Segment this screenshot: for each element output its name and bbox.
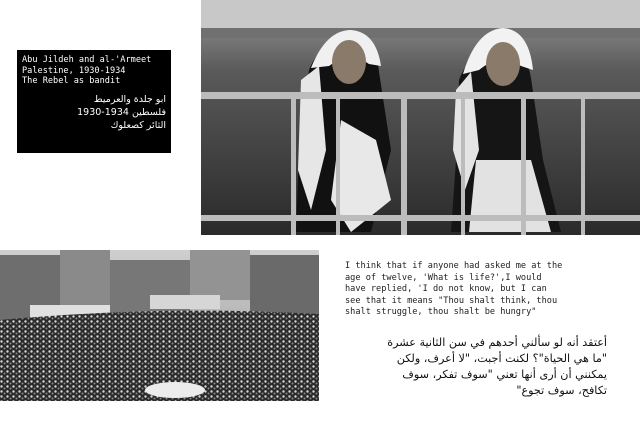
caption-english-line: Palestine, 1930-1934 <box>22 65 126 76</box>
caption-arabic-line: ابو جلدة والعرميط <box>93 93 166 105</box>
quote-english-line: age of twelve, 'What is life?',I would <box>345 272 542 283</box>
caption-english <box>22 55 166 87</box>
quote-arabic-line: يمكنني أن أرى أنها تعني "سوف تفكر، سوف <box>402 368 607 381</box>
quote-arabic <box>343 335 607 399</box>
caption-arabic-line: الثائر كصعلوك <box>110 119 166 131</box>
quote-english-line: I think that if anyone had asked me at the <box>345 261 563 271</box>
quote-arabic-line: أعتقد أنه لو سألني أحدهم في سن الثانية عشرة <box>387 336 607 349</box>
caption-box <box>17 50 171 153</box>
quote-english-line: shalt struggle, thou shalt be hungry" <box>345 307 537 317</box>
caption-arabic-line: فلسطين 1934-1930 <box>77 106 166 118</box>
quote-arabic-line: تكافح، سوف تجوع" <box>516 384 607 397</box>
photo-prisoners-illustration <box>201 0 640 235</box>
quote-english-line: have replied, 'I do not know, but I can <box>345 284 547 294</box>
photo-crowd-illustration <box>0 250 319 401</box>
quote-english <box>345 261 607 319</box>
photo-crowd <box>0 250 319 401</box>
caption-english-line: Abu Jildeh and al-'Armeet <box>22 55 152 65</box>
photo-prisoners <box>201 0 640 235</box>
quote-english-line: see that it means "Thou shalt think, thou <box>345 295 558 306</box>
quote-arabic-line: "ما هي الحياة"؟ لكنت أجبت، "لا أعرف، ولكن <box>396 352 607 365</box>
caption-arabic <box>22 93 166 132</box>
caption-english-line: The Rebel as bandit <box>22 76 121 86</box>
